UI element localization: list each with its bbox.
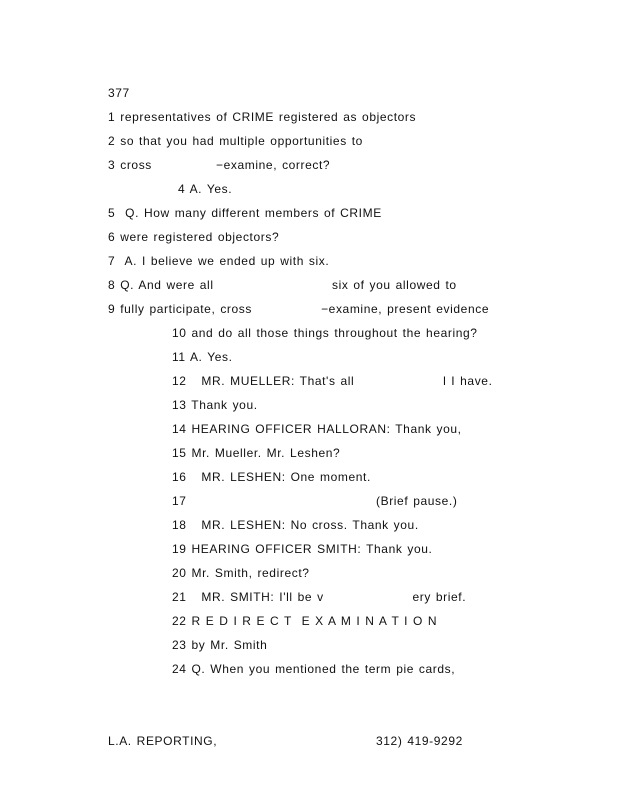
line-number: 4 <box>178 182 186 196</box>
line-number: 14 <box>172 422 187 436</box>
line-number: 18 <box>172 518 187 532</box>
line-text: so that you had multiple opportunities to <box>120 134 363 148</box>
transcript-line <box>172 374 493 388</box>
transcript-line <box>172 614 437 628</box>
line-number: 19 <box>172 542 187 556</box>
line-number: 15 <box>172 446 187 460</box>
line-text: MR. LESHEN: No cross. Thank you. <box>201 518 419 532</box>
transcript-line <box>172 398 258 412</box>
transcript-line <box>172 542 432 556</box>
line-text: Q. How many different members of CRIME <box>125 206 382 220</box>
line-number: 8 <box>108 278 116 292</box>
brief-pause-text: (Brief pause.) <box>376 494 458 508</box>
line-text: A. Yes. <box>189 350 233 364</box>
line-text: A. I believe we ended up with six. <box>124 254 330 268</box>
transcript-line <box>172 566 310 580</box>
line-number: 3 <box>108 158 116 172</box>
line-text: R E D I R E C T E X A M I N A T I O N <box>191 614 438 628</box>
transcript-line <box>172 422 462 436</box>
transcript-line <box>172 518 419 532</box>
line-number: 20 <box>172 566 187 580</box>
transcript-line <box>178 182 232 196</box>
page-number: 377 <box>108 86 130 100</box>
line-text: Q. And were all six of you allowed to <box>120 278 457 292</box>
line-text: MR. SMITH: I'll be v ery brief. <box>201 590 467 604</box>
footer-reporter-name: L.A. REPORTING, <box>108 734 218 748</box>
line-number: 5 <box>108 206 116 220</box>
line-text: were registered objectors? <box>120 230 280 244</box>
transcript-line <box>172 446 340 460</box>
line-text: A. Yes. <box>189 182 233 196</box>
line-number: 23 <box>172 638 187 652</box>
transcript-line <box>172 350 233 364</box>
transcript-line <box>108 278 457 292</box>
transcript-line <box>108 206 382 220</box>
line-number: 17 <box>172 494 187 508</box>
line-number: 22 <box>172 614 187 628</box>
line-text: representatives of CRIME registered as objectors <box>120 110 417 124</box>
line-text: Mr. Mueller. Mr. Leshen? <box>191 446 341 460</box>
transcript-line <box>108 230 279 244</box>
footer-phone: 312) 419-9292 <box>376 734 463 748</box>
line-number: 6 <box>108 230 116 244</box>
transcript-line <box>108 158 330 172</box>
transcript-line <box>108 110 416 124</box>
line-number: 21 <box>172 590 187 604</box>
transcript-line <box>108 134 363 148</box>
transcript-line <box>172 494 187 508</box>
line-number: 9 <box>108 302 116 316</box>
line-number: 2 <box>108 134 116 148</box>
line-text: Thank you. <box>191 398 258 412</box>
line-number: 7 <box>108 254 116 268</box>
line-number: 1 <box>108 110 116 124</box>
line-text: Q. When you mentioned the term pie cards, <box>191 662 456 676</box>
line-text: and do all those things throughout the hearing? <box>191 326 478 340</box>
transcript-line <box>172 638 267 652</box>
transcript-line <box>108 302 489 316</box>
line-number: 13 <box>172 398 187 412</box>
transcript-line <box>108 254 329 268</box>
transcript-line <box>172 662 455 676</box>
transcript-line <box>172 326 478 340</box>
line-text: fully participate, cross −examine, present evidence <box>120 302 490 316</box>
line-text: by Mr. Smith <box>191 638 268 652</box>
line-number: 24 <box>172 662 187 676</box>
line-number: 11 <box>172 350 186 364</box>
line-number: 12 <box>172 374 187 388</box>
line-text: MR. LESHEN: One moment. <box>201 470 371 484</box>
line-text: HEARING OFFICER HALLORAN: Thank you, <box>191 422 462 436</box>
line-number: 10 <box>172 326 187 340</box>
line-text: HEARING OFFICER SMITH: Thank you. <box>191 542 433 556</box>
line-text: cross −examine, correct? <box>120 158 331 172</box>
line-text: MR. MUELLER: That's all l I have. <box>201 374 493 388</box>
line-text: Mr. Smith, redirect? <box>191 566 310 580</box>
line-number: 16 <box>172 470 187 484</box>
transcript-line <box>172 470 371 484</box>
transcript-line <box>172 590 466 604</box>
